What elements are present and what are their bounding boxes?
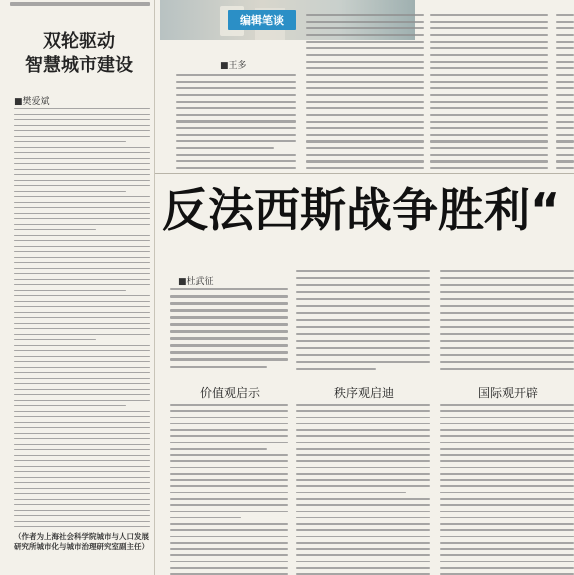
main-body-col1-top <box>170 288 288 368</box>
main-body-col1-bottom <box>170 404 288 575</box>
editorial-author: ■王多 <box>220 61 247 71</box>
main-body-col3-top <box>440 270 574 370</box>
left-article-title-line1: 双轮驱动 <box>43 31 115 52</box>
top-strip-text <box>10 0 150 8</box>
left-article-title <box>14 30 144 90</box>
main-article-author: ■杜武征 <box>178 277 214 287</box>
editorial-body-col2 <box>306 14 424 169</box>
section-head-order: 秩序观启迪 <box>333 386 394 400</box>
left-article-footer-text: （作者为上海社会科学院城市与人口发展研究所城市化与城市治理研究室副主任） <box>14 532 149 551</box>
left-article-footer-note <box>14 532 150 575</box>
right-edge-fragment <box>556 14 574 169</box>
upper-section-divider <box>155 173 574 174</box>
left-article-author: ■樊爱斌 <box>14 97 50 107</box>
editorial-body-col3 <box>430 14 548 169</box>
section-head-values: 价值观启示 <box>199 386 260 400</box>
main-body-col3-bottom <box>440 404 574 575</box>
left-article-title-line2: 智慧城市建设 <box>25 55 133 76</box>
main-headline-quote: “ <box>530 183 561 237</box>
main-body-col2-top <box>296 270 430 370</box>
main-headline-text: 反法西斯战争胜利 <box>162 183 530 237</box>
main-body-col2-bottom <box>296 404 430 575</box>
editorial-column-label: 编辑笔谈 <box>228 10 296 30</box>
left-article-body-top <box>14 108 150 532</box>
editorial-body-col1 <box>176 74 296 169</box>
section-head-international: 国际观开辟 <box>477 386 538 400</box>
main-headline <box>162 178 574 244</box>
left-column-divider <box>154 0 155 575</box>
